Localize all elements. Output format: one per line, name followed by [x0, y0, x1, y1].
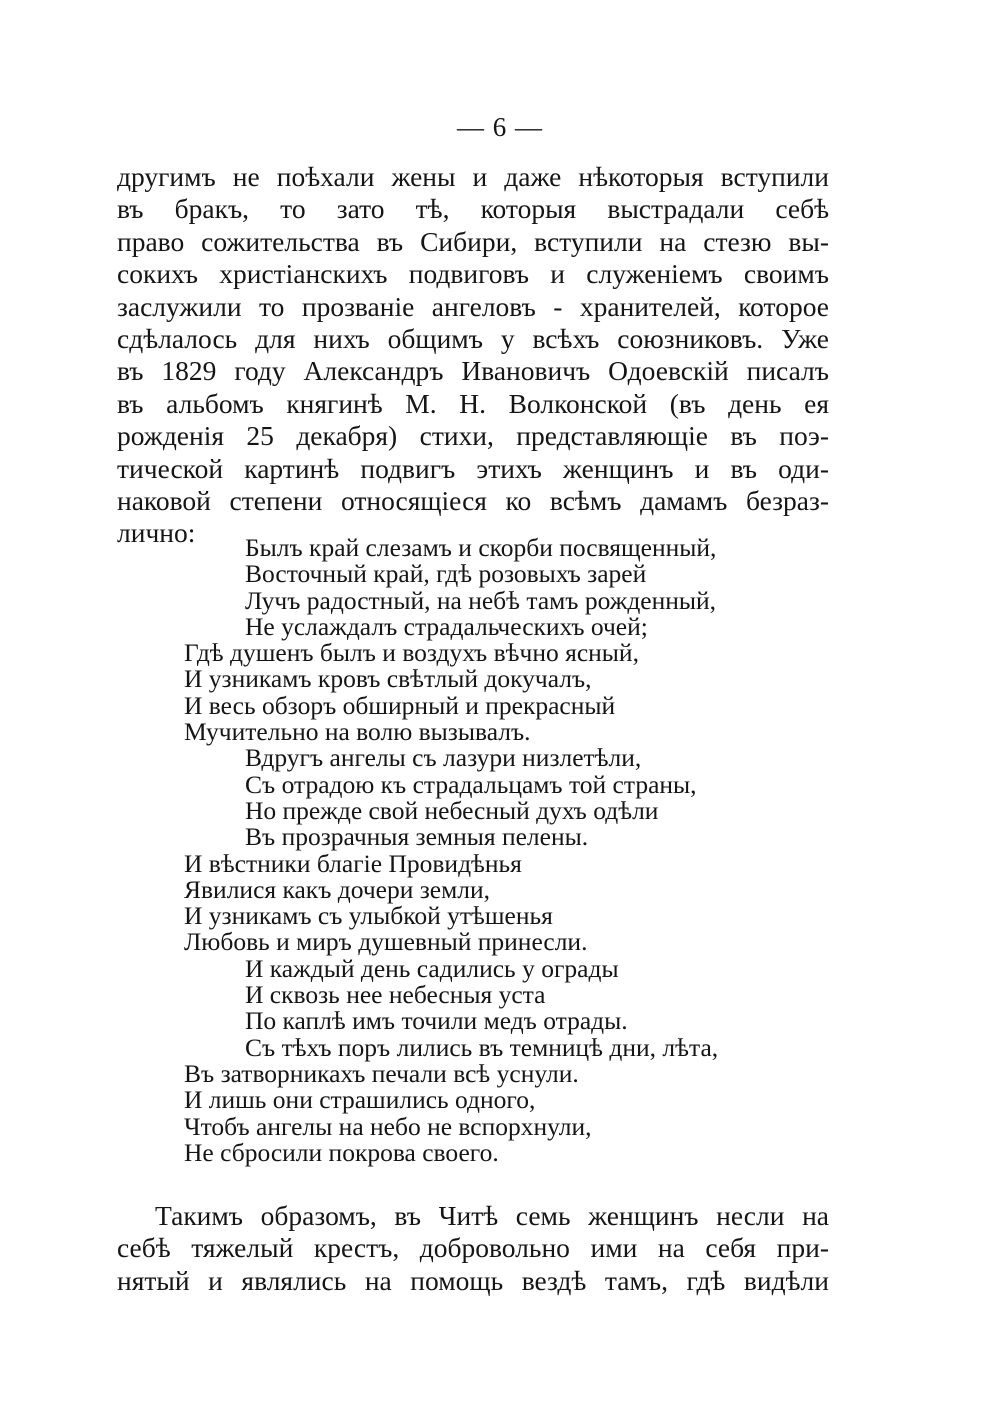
text-line: въ бракъ, то зато тѣ, которыя выстрадали себѣ	[117, 193, 829, 225]
poem-line: И весь обзоръ обширный и прекрасный	[184, 690, 616, 720]
poem-line: И узникамъ кровъ свѣтлый докучалъ,	[184, 664, 592, 694]
text-line: нятый и являлись на помощь вездѣ тамъ, гдѣ видѣли	[117, 1264, 829, 1296]
poem-line: По каплѣ имъ точили медъ отрады.	[245, 1006, 628, 1036]
text-line: заслужили то прозваніе ангеловъ - хранителей, которое	[117, 290, 829, 322]
poem-line: И сквозь нее небесныя уста	[245, 980, 546, 1010]
poem-line: Лучъ радостный, на небѣ тамъ рожденный,	[245, 585, 717, 615]
text-line: тической картинѣ подвигъ этихъ женщинъ и въ оди-	[117, 452, 829, 484]
body-paragraph-2	[117, 1200, 829, 1297]
poem-line: Но прежде свой небесный духъ одѣли	[245, 795, 659, 825]
poem-line: Мучительно на волю вызывалъ.	[184, 717, 531, 747]
poem-line: Чтобъ ангелы на небо не вспорхнули,	[184, 1111, 592, 1141]
poem-line: Былъ край слезамъ и скорби посвященный,	[245, 533, 717, 562]
text-line: рожденія 25 декабря) стихи, представляющіе въ поэ-	[117, 420, 829, 452]
text-line: право сожительства въ Сибири, вступили на стезю вы-	[117, 225, 829, 257]
text-line: Такимъ образомъ, въ Читѣ семь женщинъ несли на	[155, 1200, 829, 1231]
poem-line: Вдругъ ангелы съ лазури низлетѣли,	[245, 743, 642, 773]
page-number: — 6 —	[457, 112, 543, 142]
poem	[0, 535, 1000, 1166]
text-line: сокихъ христіанскихъ подвиговъ и служеніемъ своимъ	[117, 258, 829, 290]
poem-line: Не сбросили покрова своего.	[184, 1137, 499, 1167]
poem-line: И вѣстники благіе Провидѣнья	[184, 848, 522, 878]
text-line: сдѣлалось для нихъ общимъ у всѣхъ союзниковъ. Уже	[117, 323, 829, 355]
text-line: себѣ тяжелый крестъ, добровольно ими на себя при-	[117, 1232, 829, 1264]
text-line: въ 1829 году Александръ Ивановичъ Одоевскій писалъ	[117, 355, 829, 387]
poem-line: Въ затворникахъ печали всѣ уснули.	[184, 1058, 579, 1088]
poem-line: Восточный край, гдѣ розовыхъ зарей	[245, 559, 647, 589]
poem-line: Любовь и миръ душевный принесли.	[184, 927, 588, 957]
text-line: другимъ не поѣхали жены и даже нѣкоторыя вступили	[117, 161, 829, 192]
text-line: лично:	[117, 517, 196, 549]
poem-line: И лишь они страшились одного,	[184, 1085, 536, 1115]
poem-line: Съ отрадою къ страдальцамъ той страны,	[245, 769, 697, 799]
poem-line: Явилися какъ дочери земли,	[184, 874, 491, 904]
poem-line: Съ тѣхъ поръ лились въ темницѣ дни, лѣта,	[245, 1032, 719, 1062]
poem-line: Не услаждалъ страдальческихъ очей;	[245, 611, 648, 641]
text-line: въ альбомъ княгинѣ М. Н. Волконской (въ день ея	[117, 387, 829, 419]
poem-line: Въ прозрачныя земныя пелены.	[245, 822, 589, 852]
body-paragraph-1	[117, 161, 829, 550]
poem-line: И каждый день садились у ограды	[245, 953, 619, 983]
text-line: наковой степени относящіеся ко всѣмъ дамамъ безраз-	[117, 485, 829, 517]
poem-line: И узникамъ съ улыбкой утѣшенья	[184, 901, 553, 931]
poem-line: Гдѣ душенъ былъ и воздухъ вѣчно ясный,	[184, 638, 639, 668]
